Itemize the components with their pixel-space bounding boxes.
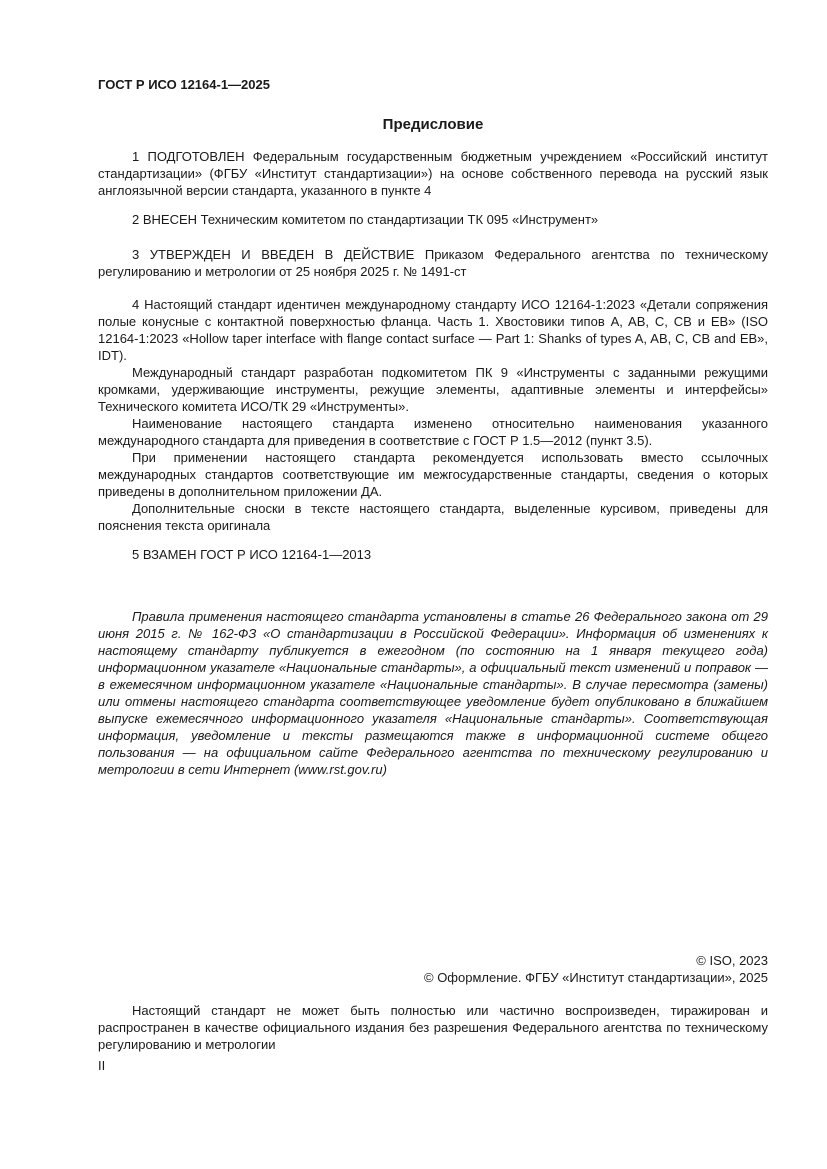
- section-2: [98, 211, 768, 228]
- reproduction-notice: Настоящий стандарт не может быть полностью или частично воспроизведен, тиражирован и распространен в качестве официального издания без разрешения Федерального агентства по техническому регулированию и метрологии: [98, 1003, 768, 1052]
- page-title: Предисловие: [382, 116, 484, 133]
- section-4: [98, 296, 768, 534]
- section-4-paragraph: Наименование настоящего стандарта изменено относительно наименования указанного международного стандарта для приведения в соответствие с ГОСТ Р 1.5—2012 (пункт 3.5).: [98, 416, 768, 448]
- copyright-design: © Оформление. ФГБУ «Институт стандартизации», 2025: [424, 970, 768, 985]
- section-1: [98, 148, 768, 199]
- section-4-paragraph: 4 Настоящий стандарт идентичен международному стандарту ИСО 12164-1:2023 «Детали сопряжения полые конусные с контактной поверхностью фланца. Часть 1. Хвостовики типов A, AB, C, CB и EB» (ISO 12164-1:2023 «Hollow taper interface with flange contact surface — Part 1: Shanks of types A, AB, C, CB and EB», IDT).: [98, 297, 768, 363]
- section-2-text: 2 ВНЕСЕН Техническим комитетом по стандартизации ТК 095 «Инструмент»: [132, 212, 599, 227]
- application-notice: Правила применения настоящего стандарта установлены в статье 26 Федерального закона от 29 июня 2015 г. № 162-ФЗ «О стандартизации в Российской Федерации». Информация об изменениях к настоящему стандарту публикуется в ежегодном (по состоянию на 1 января текущего года) информационном указателе «Национальные стандарты», а официальный текст изменений и поправок — в ежемесячном информационном указателе «Национальные стандарты». В случае пересмотра (замены) или отмены настоящего стандарта соответствующее уведомление будет опубликовано в ближайшем выпуске ежемесячного информационного указателя «Национальные стандарты». Соответствующая информация, уведомление и тексты размещаются также в информационной системе общего пользования — на официальном сайте Федерального агентства по техническому регулированию и метрологии в сети Интернет (www.rst.gov.ru): [98, 609, 768, 777]
- section-4-paragraph: Международный стандарт разработан подкомитетом ПК 9 «Инструменты с заданными режущими кромками, удерживающие инструменты, режущие элементы, адаптивные элементы и интерфейсы» Технического комитета ИСО/ТК 29 «Инструменты».: [98, 365, 768, 414]
- section-5-text: 5 ВЗАМЕН ГОСТ Р ИСО 12164-1—2013: [132, 547, 372, 562]
- section-4-paragraph: Дополнительные сноски в тексте настоящего стандарта, выделенные курсивом, приведены для пояснения текста оригинала: [98, 501, 768, 533]
- section-4-paragraph: При применении настоящего стандарта рекомендуется использовать вместо ссылочных международных стандартов соответствующие им межгосударственные стандарты, сведения о которых приведены в дополнительном приложении ДА.: [98, 450, 768, 499]
- page-number: II: [98, 1058, 106, 1073]
- section-3: [98, 246, 768, 280]
- section-1-text: 1 ПОДГОТОВЛЕН Федеральным государственным бюджетным учреждением «Российский институт стандартизации» (ФГБУ «Институт стандартизации») на основе собственного перевода на русский язык англоязычной версии стандарта, указанного в пункте 4: [98, 149, 768, 198]
- copyright-iso: © ISO, 2023: [696, 953, 768, 968]
- section-5: [98, 546, 768, 563]
- document-header: ГОСТ Р ИСО 12164-1—2025: [98, 77, 270, 92]
- copyright-block: [424, 952, 768, 986]
- section-3-text: 3 УТВЕРЖДЕН И ВВЕДЕН В ДЕЙСТВИЕ Приказом Федерального агентства по техническому регулированию и метрологии от 25 ноября 2025 г. № 1491-ст: [98, 247, 768, 279]
